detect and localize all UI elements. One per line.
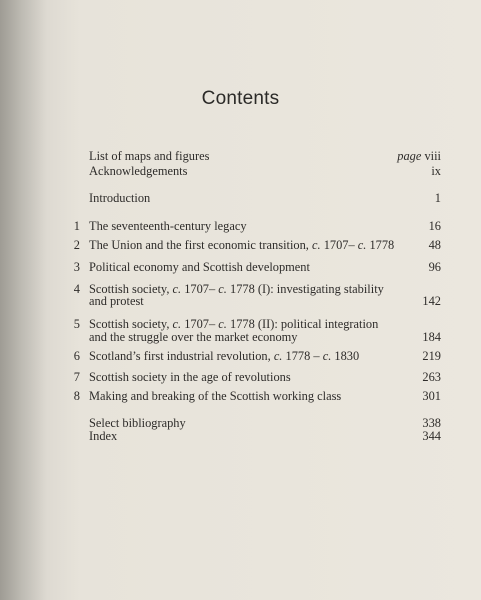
chapter-page: 301 bbox=[422, 389, 441, 403]
toc-entry-page bbox=[397, 148, 441, 164]
chapter-page: 16 bbox=[428, 219, 441, 233]
toc-entry-label: Acknowledgements bbox=[89, 164, 188, 178]
chapter-number: 3 bbox=[73, 260, 80, 274]
toc-entry-label: Introduction bbox=[89, 191, 151, 205]
toc-entry-page: 338 bbox=[422, 416, 441, 430]
chapter-number: 7 bbox=[73, 370, 80, 384]
toc-entry-label: Index bbox=[89, 429, 118, 443]
chapter-title: The seventeenth-century legacy bbox=[89, 219, 247, 233]
page-title: Contents bbox=[201, 88, 280, 109]
chapter-title-cont: and the struggle over the market economy bbox=[89, 330, 298, 344]
chapter-page: 142 bbox=[422, 294, 441, 308]
chapter-number: 8 bbox=[73, 389, 80, 403]
chapter-number: 5 bbox=[73, 317, 80, 331]
chapter-page: 96 bbox=[428, 260, 441, 274]
toc-entry-page: ix bbox=[431, 164, 441, 178]
chapter-title: Scotland’s first industrial revolution, c. 1778 – c. 1830 bbox=[89, 349, 360, 363]
chapter-title: Scottish society, c. 1707– c. 1778 (I): investigating stability bbox=[89, 282, 384, 296]
chapter-title-cont: and protest bbox=[89, 294, 144, 308]
chapter-page: 184 bbox=[422, 330, 441, 344]
page-number: viii bbox=[424, 149, 441, 163]
chapter-title: Political economy and Scottish development bbox=[89, 260, 310, 274]
chapter-page: 219 bbox=[422, 349, 441, 363]
chapter-number: 1 bbox=[73, 219, 80, 233]
chapter-title: Scottish society in the age of revolutions bbox=[89, 370, 291, 384]
chapter-title: The Union and the first economic transition, c. 1707– c. 1778 bbox=[89, 238, 395, 252]
chapter-number: 6 bbox=[73, 349, 80, 363]
chapter-page: 48 bbox=[428, 238, 441, 252]
page-prefix: page bbox=[397, 149, 422, 163]
chapter-page: 263 bbox=[422, 370, 441, 384]
chapter-number: 4 bbox=[73, 282, 80, 296]
toc-entry-page: 1 bbox=[434, 191, 441, 205]
toc-entry-label: List of maps and figures bbox=[89, 149, 210, 163]
toc-entry-page: 344 bbox=[422, 429, 441, 443]
toc-entry-label: Select bibliography bbox=[89, 416, 186, 430]
chapter-title: Making and breaking of the Scottish working class bbox=[89, 389, 342, 403]
chapter-number: 2 bbox=[73, 238, 80, 252]
chapter-title: Scottish society, c. 1707– c. 1778 (II): political integration bbox=[89, 317, 379, 331]
